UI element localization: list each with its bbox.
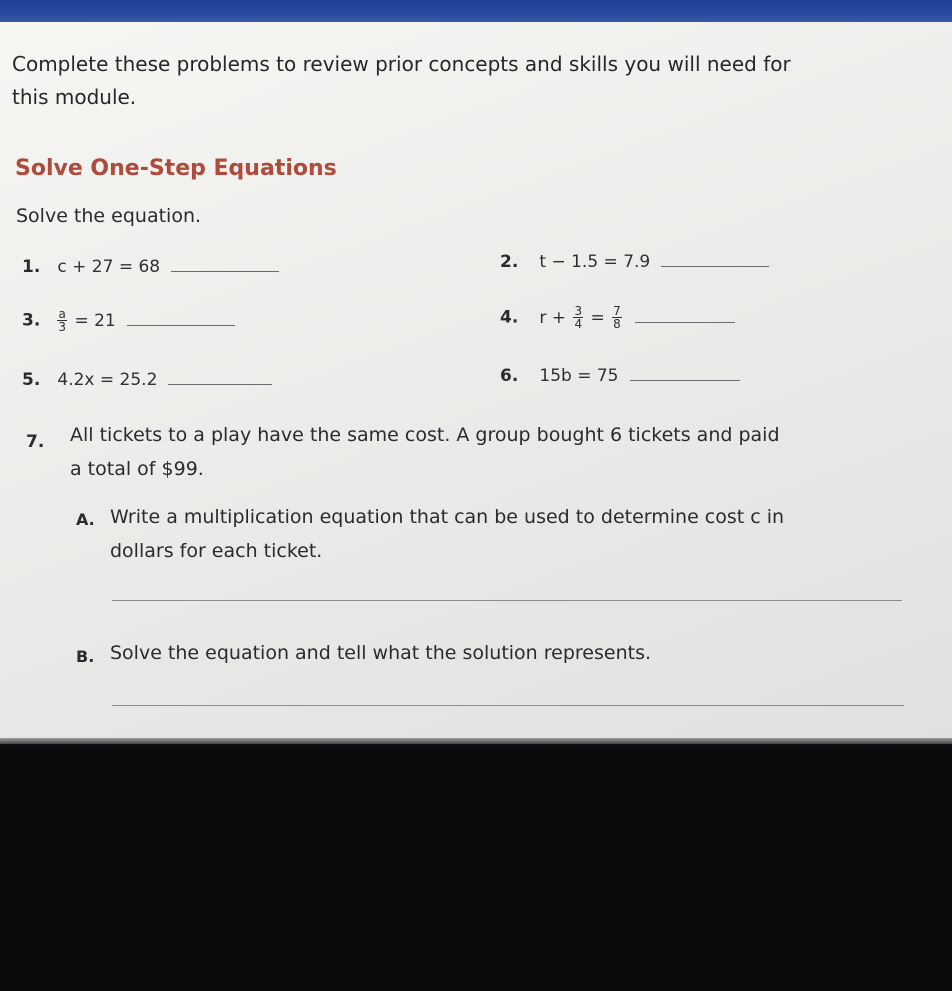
equation: c + 27 = 68: [57, 257, 161, 277]
answer-blank[interactable]: [635, 321, 735, 323]
answer-blank[interactable]: [127, 324, 235, 326]
part-a-label: A.: [76, 510, 95, 529]
fraction-denominator: 8: [613, 317, 621, 331]
problem-number: 2.: [500, 252, 519, 272]
equation: t − 1.5 = 7.9: [539, 252, 651, 272]
equation: 15b = 75: [539, 366, 619, 386]
fraction: [57, 308, 67, 333]
problem-3: [22, 308, 235, 333]
part-b-label: B.: [76, 647, 95, 666]
intro-line-2: this module.: [12, 85, 137, 109]
part-b-answer-line[interactable]: [112, 705, 904, 706]
part-a-text: [110, 500, 784, 568]
equation-rest: = 21: [74, 310, 116, 331]
answer-blank[interactable]: [661, 265, 769, 267]
problem-2: [500, 252, 769, 272]
answer-blank[interactable]: [168, 383, 272, 385]
fraction-numerator: 3: [574, 304, 583, 318]
intro-text: [12, 48, 791, 114]
problem-number: 6.: [500, 366, 519, 386]
page-bottom-shadow: [0, 738, 952, 748]
problem-5: [22, 370, 272, 390]
fraction: [573, 305, 583, 330]
equals-sign: =: [590, 307, 605, 328]
problem-7-line-1: All tickets to a play have the same cost. A group bought 6 tickets and paid: [70, 424, 780, 446]
fraction-numerator: a: [58, 307, 66, 321]
problem-6: [500, 366, 740, 386]
part-a-answer-line[interactable]: [112, 600, 902, 601]
part-b-text: [110, 636, 651, 670]
intro-line-1: Complete these problems to review prior concepts and skills you will need for: [12, 52, 791, 76]
instruction-text: Solve the equation.: [16, 205, 202, 227]
browser-top-bar: [0, 0, 952, 22]
answer-blank[interactable]: [171, 270, 279, 272]
part-a-line-2: dollars for each ticket.: [110, 540, 323, 562]
problem-4: [500, 305, 735, 330]
answer-blank[interactable]: [630, 379, 740, 381]
equation-prefix: r +: [539, 307, 567, 328]
part-a-line-1: Write a multiplication equation that can be used to determine cost c in: [110, 506, 785, 528]
problem-7-text: [70, 418, 780, 486]
part-b-line-1: Solve the equation and tell what the solution represents.: [110, 642, 652, 664]
fraction-denominator: 4: [574, 317, 583, 331]
fraction: [612, 305, 622, 330]
fraction-numerator: 7: [613, 304, 621, 318]
problem-number: 5.: [22, 370, 41, 390]
problem-7-line-2: a total of $99.: [70, 458, 204, 480]
problem-number: 3.: [22, 310, 41, 331]
fraction-denominator: 3: [58, 320, 67, 334]
problem-number: 1.: [22, 257, 41, 277]
problem-7-number: 7.: [26, 432, 45, 452]
section-heading: Solve One-Step Equations: [15, 156, 337, 181]
equation: 4.2x = 25.2: [57, 370, 158, 390]
problem-number: 4.: [500, 307, 519, 328]
problem-1: [22, 257, 279, 277]
worksheet-page: [0, 22, 952, 744]
